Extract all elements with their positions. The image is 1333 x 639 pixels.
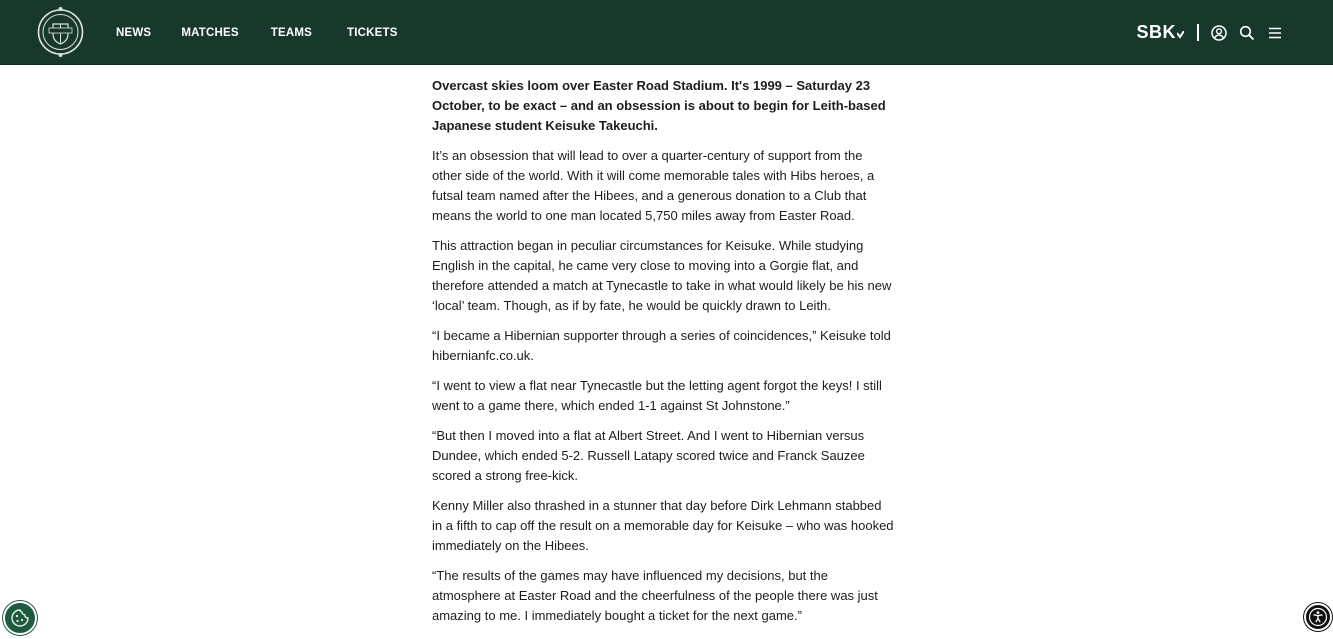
article-body: [432, 76, 894, 636]
search-icon[interactable]: [1239, 25, 1255, 41]
main-nav: [116, 0, 430, 65]
header-divider: [1197, 24, 1199, 41]
accessibility-icon: [1308, 607, 1328, 627]
account-icon[interactable]: [1211, 25, 1227, 41]
article-paragraph: It’s an obsession that will lead to over a quarter-century of support from the other side of the world. With it will come memorable tales with Hibs heroes, a futsal team named after the Hibees, and a generous donation to a Club that means the world to one man located 5,750 miles away from Easter Road.: [432, 148, 875, 223]
nav-news[interactable]: NEWS: [116, 26, 152, 39]
cookie-settings-button[interactable]: [3, 601, 37, 635]
article-paragraph: “But then I moved into a flat at Albert Street. And I went to Hibernian versus Dundee, which ended 5-2. Russell Latapy scored twice and Franck Sauzee scored a strong free-kick.: [432, 428, 865, 483]
article-paragraph: “I went to view a flat near Tynecastle but the letting agent forgot the keys! I still went to a game there, which ended 1-1 against St Johnstone.”: [432, 378, 882, 413]
sponsor-logo[interactable]: [1136, 22, 1184, 43]
article-paragraph: This attraction began in peculiar circumstances for Keisuke. While studying English in the capital, he came very close to moving into a Gorgie flat, and therefore attended a match at Tynecastle to take in what would likely be his new ‘local’ team. Though, as if by fate, he would be quickly drawn to Leith.: [432, 238, 892, 313]
article-paragraph: “I became a Hibernian supporter through a series of coincidences,” Keisuke told hibernianfc.co.uk.: [432, 328, 891, 363]
accessibility-button[interactable]: [1304, 603, 1332, 631]
sponsor-text: SBK: [1136, 22, 1176, 42]
nav-teams[interactable]: TEAMS: [270, 26, 312, 39]
nav-matches[interactable]: MATCHES: [181, 26, 239, 39]
nav-tickets[interactable]: TICKETS: [346, 26, 398, 39]
article-paragraph: “The results of the games may have influenced my decisions, but the atmosphere at Easter Road and the cheerfulness of the people there was just amazing to me. I immediately bought a ticket for the next game.”: [432, 568, 878, 623]
site-header: [0, 0, 1333, 65]
article-lead: Overcast skies loom over Easter Road Stadium. It's 1999 – Saturday 23 October, to be exact – and an obsession is about to begin for Leith-based Japanese student Keisuke Takeuchi.: [432, 78, 886, 133]
menu-icon[interactable]: [1267, 25, 1283, 41]
club-crest-logo[interactable]: [36, 4, 85, 60]
cookie-icon: [10, 608, 30, 628]
header-tools: [1136, 0, 1283, 65]
article-paragraph: Kenny Miller also thrashed in a stunner that day before Dirk Lehmann stabbed in a fifth to cap off the result on a memorable day for Keisuke – who was hooked immediately on the Hibees.: [432, 498, 894, 553]
sponsor-tick-icon: [1177, 31, 1184, 39]
